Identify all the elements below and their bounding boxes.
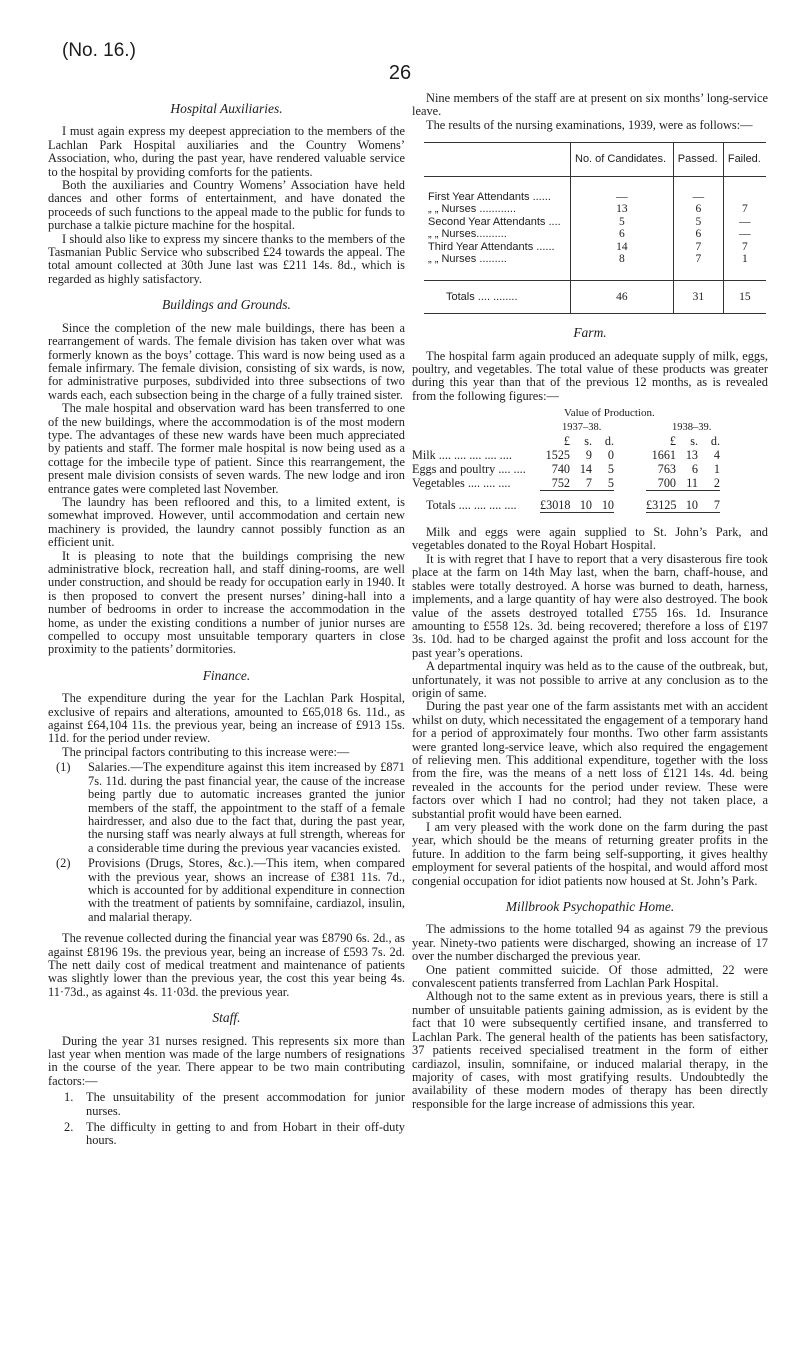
- farm-value: £3125: [646, 498, 677, 513]
- unit-label: d.: [604, 434, 614, 449]
- table-row: [424, 216, 766, 229]
- farm-production-table: [412, 407, 768, 516]
- farm-value: 5: [607, 476, 614, 491]
- unit-label: s.: [584, 434, 592, 449]
- table-row: [424, 253, 766, 266]
- farm-row-label: Vegetables .... .... ....: [412, 476, 511, 491]
- table-row: [424, 241, 766, 254]
- table-cell: 46: [571, 280, 674, 314]
- table-cell: 7: [723, 241, 766, 254]
- year-label: 1937–38.: [562, 421, 602, 433]
- year-label: 1938–39.: [672, 421, 712, 433]
- doc-number: (No. 16.): [62, 40, 136, 61]
- right-column: [412, 92, 768, 1111]
- farm-total-row: [412, 498, 768, 512]
- farm-row-label: Totals .... .... .... ....: [426, 498, 517, 513]
- table-cell: —: [723, 228, 766, 241]
- farm-value: 0: [607, 448, 614, 463]
- farm-row: [412, 462, 768, 476]
- paragraph: The laundry has been refloored and this, to a limited extent, is somewhat improved. However, until accommodation and certain new machinery is provided, the laundry cannot possibly function as an efficient unit.: [48, 494, 405, 550]
- unit-label: s.: [690, 434, 698, 449]
- table-total-row: [424, 280, 766, 314]
- unit-label: £: [563, 434, 570, 449]
- table-cell: 7: [673, 241, 723, 254]
- table-cell: 15: [723, 280, 766, 314]
- farm-value: 1: [713, 462, 720, 477]
- farm-value: 1661: [651, 448, 676, 463]
- paragraph: Nine members of the staff are at present on six months’ long-service leave.: [412, 91, 768, 119]
- farm-value: £3018: [540, 498, 571, 513]
- farm-value: 700: [657, 476, 676, 491]
- farm-years-row: [412, 421, 768, 434]
- farm-value: 9: [585, 448, 592, 463]
- table-cell: 13: [571, 203, 674, 216]
- table-cell: Third Year Attendants ......: [428, 240, 555, 253]
- item-label: 1.: [64, 1090, 74, 1105]
- heading-farm: Farm.: [573, 325, 607, 341]
- farm-row: [412, 476, 768, 490]
- table-cell: 14: [571, 241, 674, 254]
- sum-rule: [412, 490, 768, 494]
- paragraph: I am very pleased with the work done on the farm during the past year, which should be the means of returning greater profits in the future. In addition to the farm being self-supporting, it gives healthy employment for several patients of the hospital, and would afford most congenial occupation for idiot patients now housed at St. John’s Park.: [412, 820, 768, 888]
- table-cell: First Year Attendants ......: [428, 190, 551, 203]
- item-label: 2.: [64, 1120, 74, 1135]
- item-text: Salaries.—The expenditure against this item increased by £871 7s. 11d. during the past financial year, the cause of the increase being partly due to automatic increases granted the junior members of the staff, the appointment to the staff of a female hairdresser, and also due to the fact that, during the past year, the nursing staff was nearly always at full strength, whereas for a considerable time during the previous year vacancies existed.: [88, 760, 405, 855]
- paragraph: I should also like to express my sincere thanks to the members of the Tasmanian Public Service who subscribed £24 towards the appeal. The total amount collected at 30th June last was £211 14s. 8d., which is regarded as highly satisfactory.: [48, 231, 405, 286]
- paragraph: The male hospital and observation ward has been transferred to one of the new buildings, where the accommodation is of the most modern type. The advantages of these new wards have been much appreciated by patients and staff. The former male hospital is now being used as a cottage for the imbecile type of patient. Since this rearrangement, the present male division consists of seven wards. The new lodge and iron entrance gates were completed last November.: [48, 401, 405, 496]
- table-cell: Second Year Attendants ....: [428, 215, 561, 228]
- table-row: [424, 191, 766, 204]
- table-cell: „ „ Nurses ............: [428, 203, 517, 216]
- sum-rule: [412, 512, 768, 516]
- farm-row: [412, 448, 768, 462]
- item-text: The unsuitability of the present accommodation for junior nurses.: [86, 1090, 405, 1118]
- staff-item: [48, 1091, 405, 1118]
- table-cell: —: [571, 191, 674, 204]
- table-cell: 7: [673, 253, 723, 266]
- table-cell: 8: [571, 253, 674, 266]
- paragraph: The hospital farm again produced an adequate supply of milk, eggs, poultry, and vegetables. The total value of these products was greater during this year than that of the previous 12 months, as is revealed from the following figures:—: [412, 348, 768, 403]
- paragraph: It is with regret that I have to report that a very disasterous fire took place at the farm on 14th May last, when the barn, chaff-house, and stables were totally destroyed. A horse was burned to death, harness, implements, and a large quantity of hay were also destroyed. The book value of the assets destroyed totalled £755 16s. 1d. Insurance amounting to £558 12s. 3d. being recovered; therefore a loss of £197 3s. 10d. had to be charged against the profit and loss account for the past year’s operations.: [412, 551, 768, 660]
- farm-value-heading: Value of Production.: [564, 407, 655, 420]
- farm-value: 2: [713, 476, 720, 491]
- farm-value: 11: [686, 476, 698, 491]
- table-header: [424, 143, 571, 177]
- paragraph: Although not to the same extent as in previous years, there is still a number of unsuitable patients gaining admission, as is evident by the fact that 10 were subsequently certified insane, and transferred to Lachlan Park. The general health of the patients has been satisfactory, 37 patients received specialised treatment in the form of either cardiazol, insulin, somnifaine, or induced malarial therapy, in the majority of cases, with most gratifying results. Undoubtedly the availability of these modern modes of therapy has been directly responsible for the large increase of admissions this year.: [412, 989, 768, 1111]
- farm-value: 763: [657, 462, 676, 477]
- unit-label: £: [669, 434, 676, 449]
- table-header: Failed.: [723, 143, 766, 177]
- table-cell: „ „ Nurses..........: [428, 228, 507, 241]
- farm-value: 1525: [545, 448, 570, 463]
- paragraph: One patient committed suicide. Of those admitted, 22 were convalescent patients transferred from Lachlan Park Hospital.: [412, 962, 768, 991]
- paragraph: During the past year one of the farm assistants met with an accident whilst on duty, which necessitated the engagement of a temporary hand for a period of approximately four months. Two other farm assistants were granted long-service leave, which also required the engagement of relieving men. This additional expenditure, together with the loss from the fire, was the means of a nett loss of £121 14s. 4d. being revealed in the accounts for the period under review. These were factors over which I had no control; had they not taken place, a substantial profit would have been earned.: [412, 699, 768, 821]
- table-cell: 31: [673, 280, 723, 314]
- heading-staff: Staff.: [212, 1010, 241, 1026]
- paragraph: During the year 31 nurses resigned. This represents six more than last year when mention was made of the large numbers of resignations in the course of the year. There appear to be two main contributing factors:—: [48, 1033, 405, 1088]
- paragraph: The principal factors contributing to this increase were:—: [62, 744, 350, 759]
- paragraph: Both the auxiliaries and Country Womens’ Association have held dances and other forms of entertainment, and have donated the proceeds of such functions to the appeal made to the public for funds to purchase a talkie picture machine for the hospital.: [48, 178, 405, 233]
- paragraph: The revenue collected during the financial year was £8790 6s. 2d., as against £8196 19s. the previous year, being an increase of £593 7s. 2d. The nett daily cost of medical treatment and maintenance of patients was slightly lower than the previous year, the cost this year being 4s. 11·73d., as against 4s. 11·03d. the previous year.: [48, 931, 405, 999]
- paragraph: Milk and eggs were again supplied to St. John’s Park, and vegetables donated to the Royal Hobart Hospital.: [412, 525, 768, 553]
- table-cell: 6: [673, 228, 723, 241]
- farm-value: 13: [685, 448, 698, 463]
- farm-value: 14: [579, 462, 592, 477]
- table-cell: —: [673, 191, 723, 204]
- farm-value: 752: [551, 476, 570, 491]
- paragraph: I must again express my deepest appreciation to the members of the Lachlan Park Hospital auxiliaries and the Country Womens’ Association, who, during the past year, have rendered valuable service to the hospital by providing comforts for the patients.: [48, 124, 405, 179]
- farm-row-label: Milk .... .... .... .... ....: [412, 448, 512, 463]
- table-row: [424, 228, 766, 241]
- table-cell: —: [723, 216, 766, 229]
- farm-value: 7: [585, 476, 592, 491]
- table-cell: Totals .... ........: [424, 280, 571, 314]
- table-cell: 6: [571, 228, 674, 241]
- paragraph: A departmental inquiry was held as to the cause of the outbreak, but, unfortunately, it was not possible to arrive at any conclusion as to the origin of same.: [412, 659, 768, 700]
- heading-millbrook: Millbrook Psychopathic Home.: [505, 899, 675, 915]
- farm-value: 7: [713, 498, 720, 513]
- heading-finance: Finance.: [202, 667, 251, 683]
- table-header: Passed.: [673, 143, 723, 177]
- table-cell: 5: [673, 216, 723, 229]
- item-text: Provisions (Drugs, Stores, &c.).—This item, when compared with the previous year, shows an increase of £381 11s. 7d., which is accounted for by additional expenditure in connection with the treatment of patients by somnifaine, cardiazol, insulin, and malarial therapy.: [88, 856, 405, 924]
- paragraph: The results of the nursing examinations, 1939, were as follows:—: [426, 117, 753, 132]
- farm-value: 10: [579, 498, 592, 513]
- page-number: 26: [388, 62, 412, 84]
- table-cell: „ „ Nurses .........: [428, 253, 507, 266]
- finance-item: [48, 761, 405, 855]
- heading-hospital-auxiliaries: Hospital Auxiliaries.: [170, 101, 283, 116]
- paragraph: Since the completion of the new male buildings, there has been a rearrangement of wards. The female division has taken over what was formerly known as the boys’ cottage. This ward is now being used as a female infirmary. The female division, consisting of six wards, is now, for administrative purposes, subdivided into three subsections of two wards each, each subsection being in the charge of a fully trained sister.: [48, 320, 405, 402]
- left-column: [48, 92, 405, 1151]
- staff-item: [48, 1121, 405, 1148]
- table-row: [424, 203, 766, 216]
- paragraph: The admissions to the home totalled 94 as against 79 the previous year. Ninety-two patients were discharged, showing an increase of 17 over the number discharged the previous year.: [412, 922, 768, 964]
- farm-value: 5: [607, 462, 614, 477]
- table-header-row: [424, 143, 766, 177]
- item-label: (1): [56, 760, 71, 775]
- farm-value: 4: [713, 448, 720, 463]
- paragraph: It is pleasing to note that the buildings comprising the new administrative block, recreation hall, and staff dining-rooms, are well under construction, and should be ready for occupation early in 1940. It is then proposed to convert the present nurses’ dining-hall into a number of bedrooms in order to increase the accommodation in the home, as under the existing conditions a number of junior nurses are compelled to occupy most unsuitable temporary quarters in close proximity to the patients’ dormitories.: [48, 548, 405, 657]
- farm-row-label: Eggs and poultry .... ....: [412, 462, 526, 477]
- table-cell: 1: [723, 253, 766, 266]
- table-cell: 5: [571, 216, 674, 229]
- farm-units-row: [412, 434, 768, 448]
- table-cell: 7: [723, 203, 766, 216]
- item-text: The difficulty in getting to and from Hobart in their off-duty hours.: [86, 1120, 405, 1148]
- farm-value: 10: [601, 498, 614, 513]
- farm-value: 10: [685, 498, 698, 513]
- exam-results-table: [424, 142, 766, 314]
- item-label: (2): [56, 856, 71, 871]
- farm-value: 6: [691, 462, 698, 477]
- table-header: No. of Candidates.: [571, 143, 674, 177]
- heading-buildings-grounds: Buildings and Grounds.: [162, 297, 291, 313]
- finance-item: [48, 857, 405, 924]
- unit-label: d.: [710, 434, 720, 449]
- table-cell: 6: [673, 203, 723, 216]
- paragraph: The expenditure during the year for the Lachlan Park Hospital, exclusive of repairs and alterations, amounted to £65,018 6s. 11d., as against £64,104 11s. the previous year, being an increase of £913 15s. 11d. for the period under review.: [48, 691, 405, 746]
- farm-value: 740: [551, 462, 570, 477]
- table-cell: [723, 191, 766, 204]
